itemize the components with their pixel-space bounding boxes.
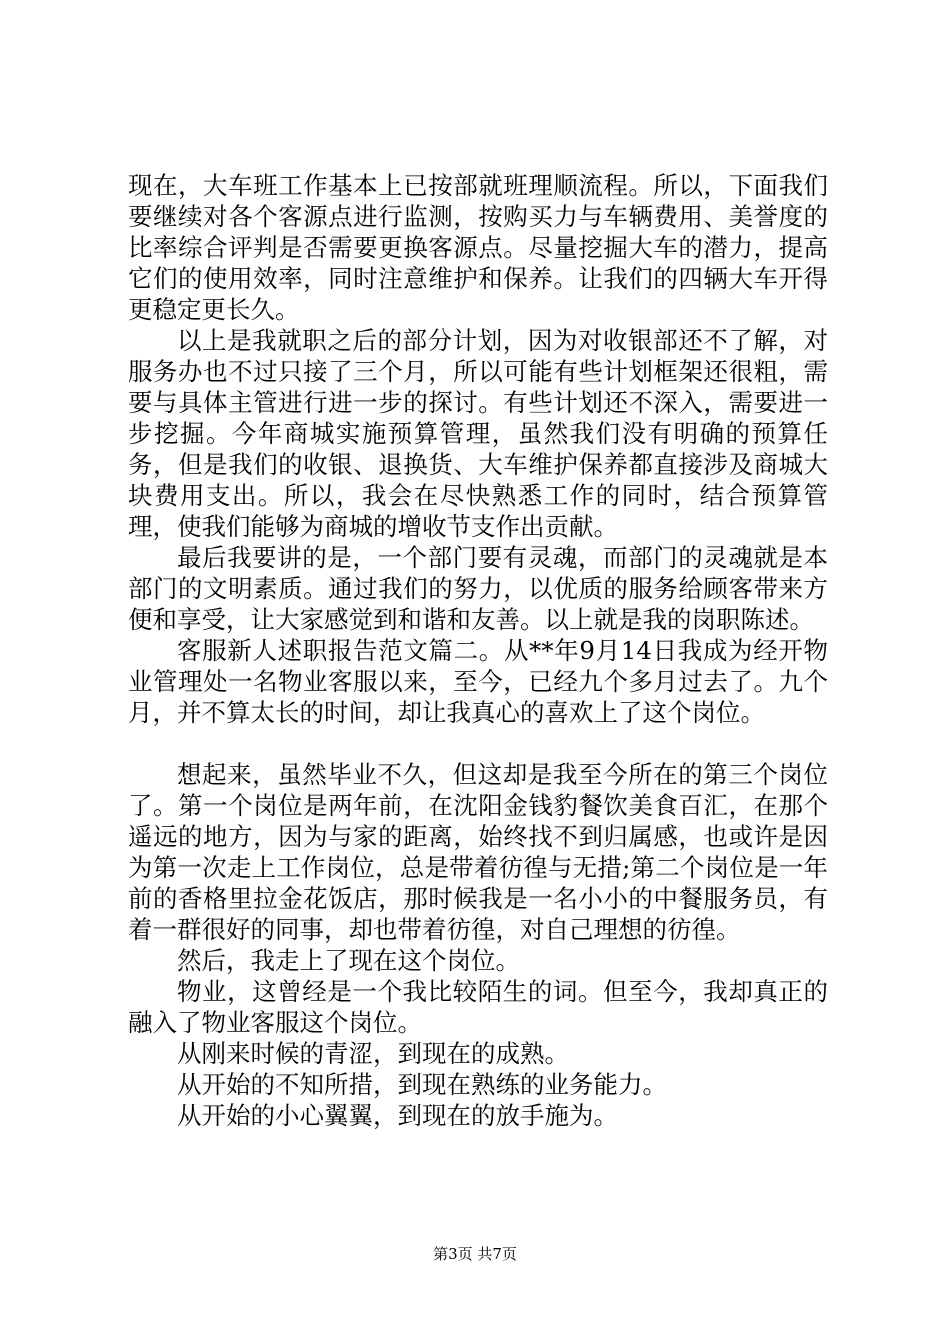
paragraph-8: 从刚来时候的青涩，到现在的成熟。 <box>177 1039 569 1068</box>
paragraph-2: 以上是我就职之后的部分计划，因为对收银部还不了解，对服务办也不过只接了三个月，所以可能有些计划框架还很粗，需要与具体主管进行进一步的探讨。有些计划还不深入，需要进一步挖掘。今年商城实施预算管理，虽然我们没有明确的预算任务，但是我们的收银、退换货、大车维护保养都直接涉及商城大块费用支出。所以，我会在尽快熟悉工作的同时，结合预算管理，使我们能够为商城的增收节支作出贡献。 <box>128 326 828 541</box>
document-body <box>128 170 828 1131</box>
paragraph-4: 客服新人述职报告范文篇二。从**年9月14日我成为经开物业管理处一名物业客服以来，至今，已经九个多月过去了。九个月，并不算太长的时间，却让我真心的喜欢上了这个岗位。 <box>128 636 828 727</box>
paragraph-7: 物业，这曾经是一个我比较陌生的词。但至今，我却真正的融入了物业客服这个岗位。 <box>128 977 828 1037</box>
paragraph-9: 从开始的不知所措，到现在熟练的业务能力。 <box>177 1070 667 1099</box>
paragraph-1: 现在，大车班工作基本上已按部就班理顺流程。所以，下面我们要继续对各个客源点进行监测，按购买力与车辆费用、美誉度的比率综合评判是否需要更换客源点。尽量挖掘大车的潜力，提高它们的使用效率，同时注意维护和保养。让我们的四辆大车开得更稳定更长久。 <box>128 171 828 324</box>
page-number-footer: 第3页 共7页 <box>433 1245 517 1263</box>
paragraph-5: 想起来，虽然毕业不久，但这却是我至今所在的第三个岗位了。第一个岗位是两年前，在沈阳金钱豹餐饮美食百汇，在那个遥远的地方，因为与家的距离，始终找不到归属感，也或许是因为第一次走上工作岗位，总是带着彷徨与无措;第二个岗位是一年前的香格里拉金花饭店，那时候我是一名小小的中餐服务员，有着一群很好的同事，却也带着彷徨，对自己理想的彷徨。 <box>128 760 828 944</box>
paragraph-3: 最后我要讲的是，一个部门要有灵魂，而部门的灵魂就是本部门的文明素质。通过我们的努力，以优质的服务给顾客带来方便和享受，让大家感觉到和谐和友善。以上就是我的岗职陈述。 <box>128 543 828 634</box>
paragraph-10: 从开始的小心翼翼，到现在的放手施为。 <box>177 1101 618 1130</box>
paragraph-6: 然后，我走上了现在这个岗位。 <box>177 946 520 975</box>
